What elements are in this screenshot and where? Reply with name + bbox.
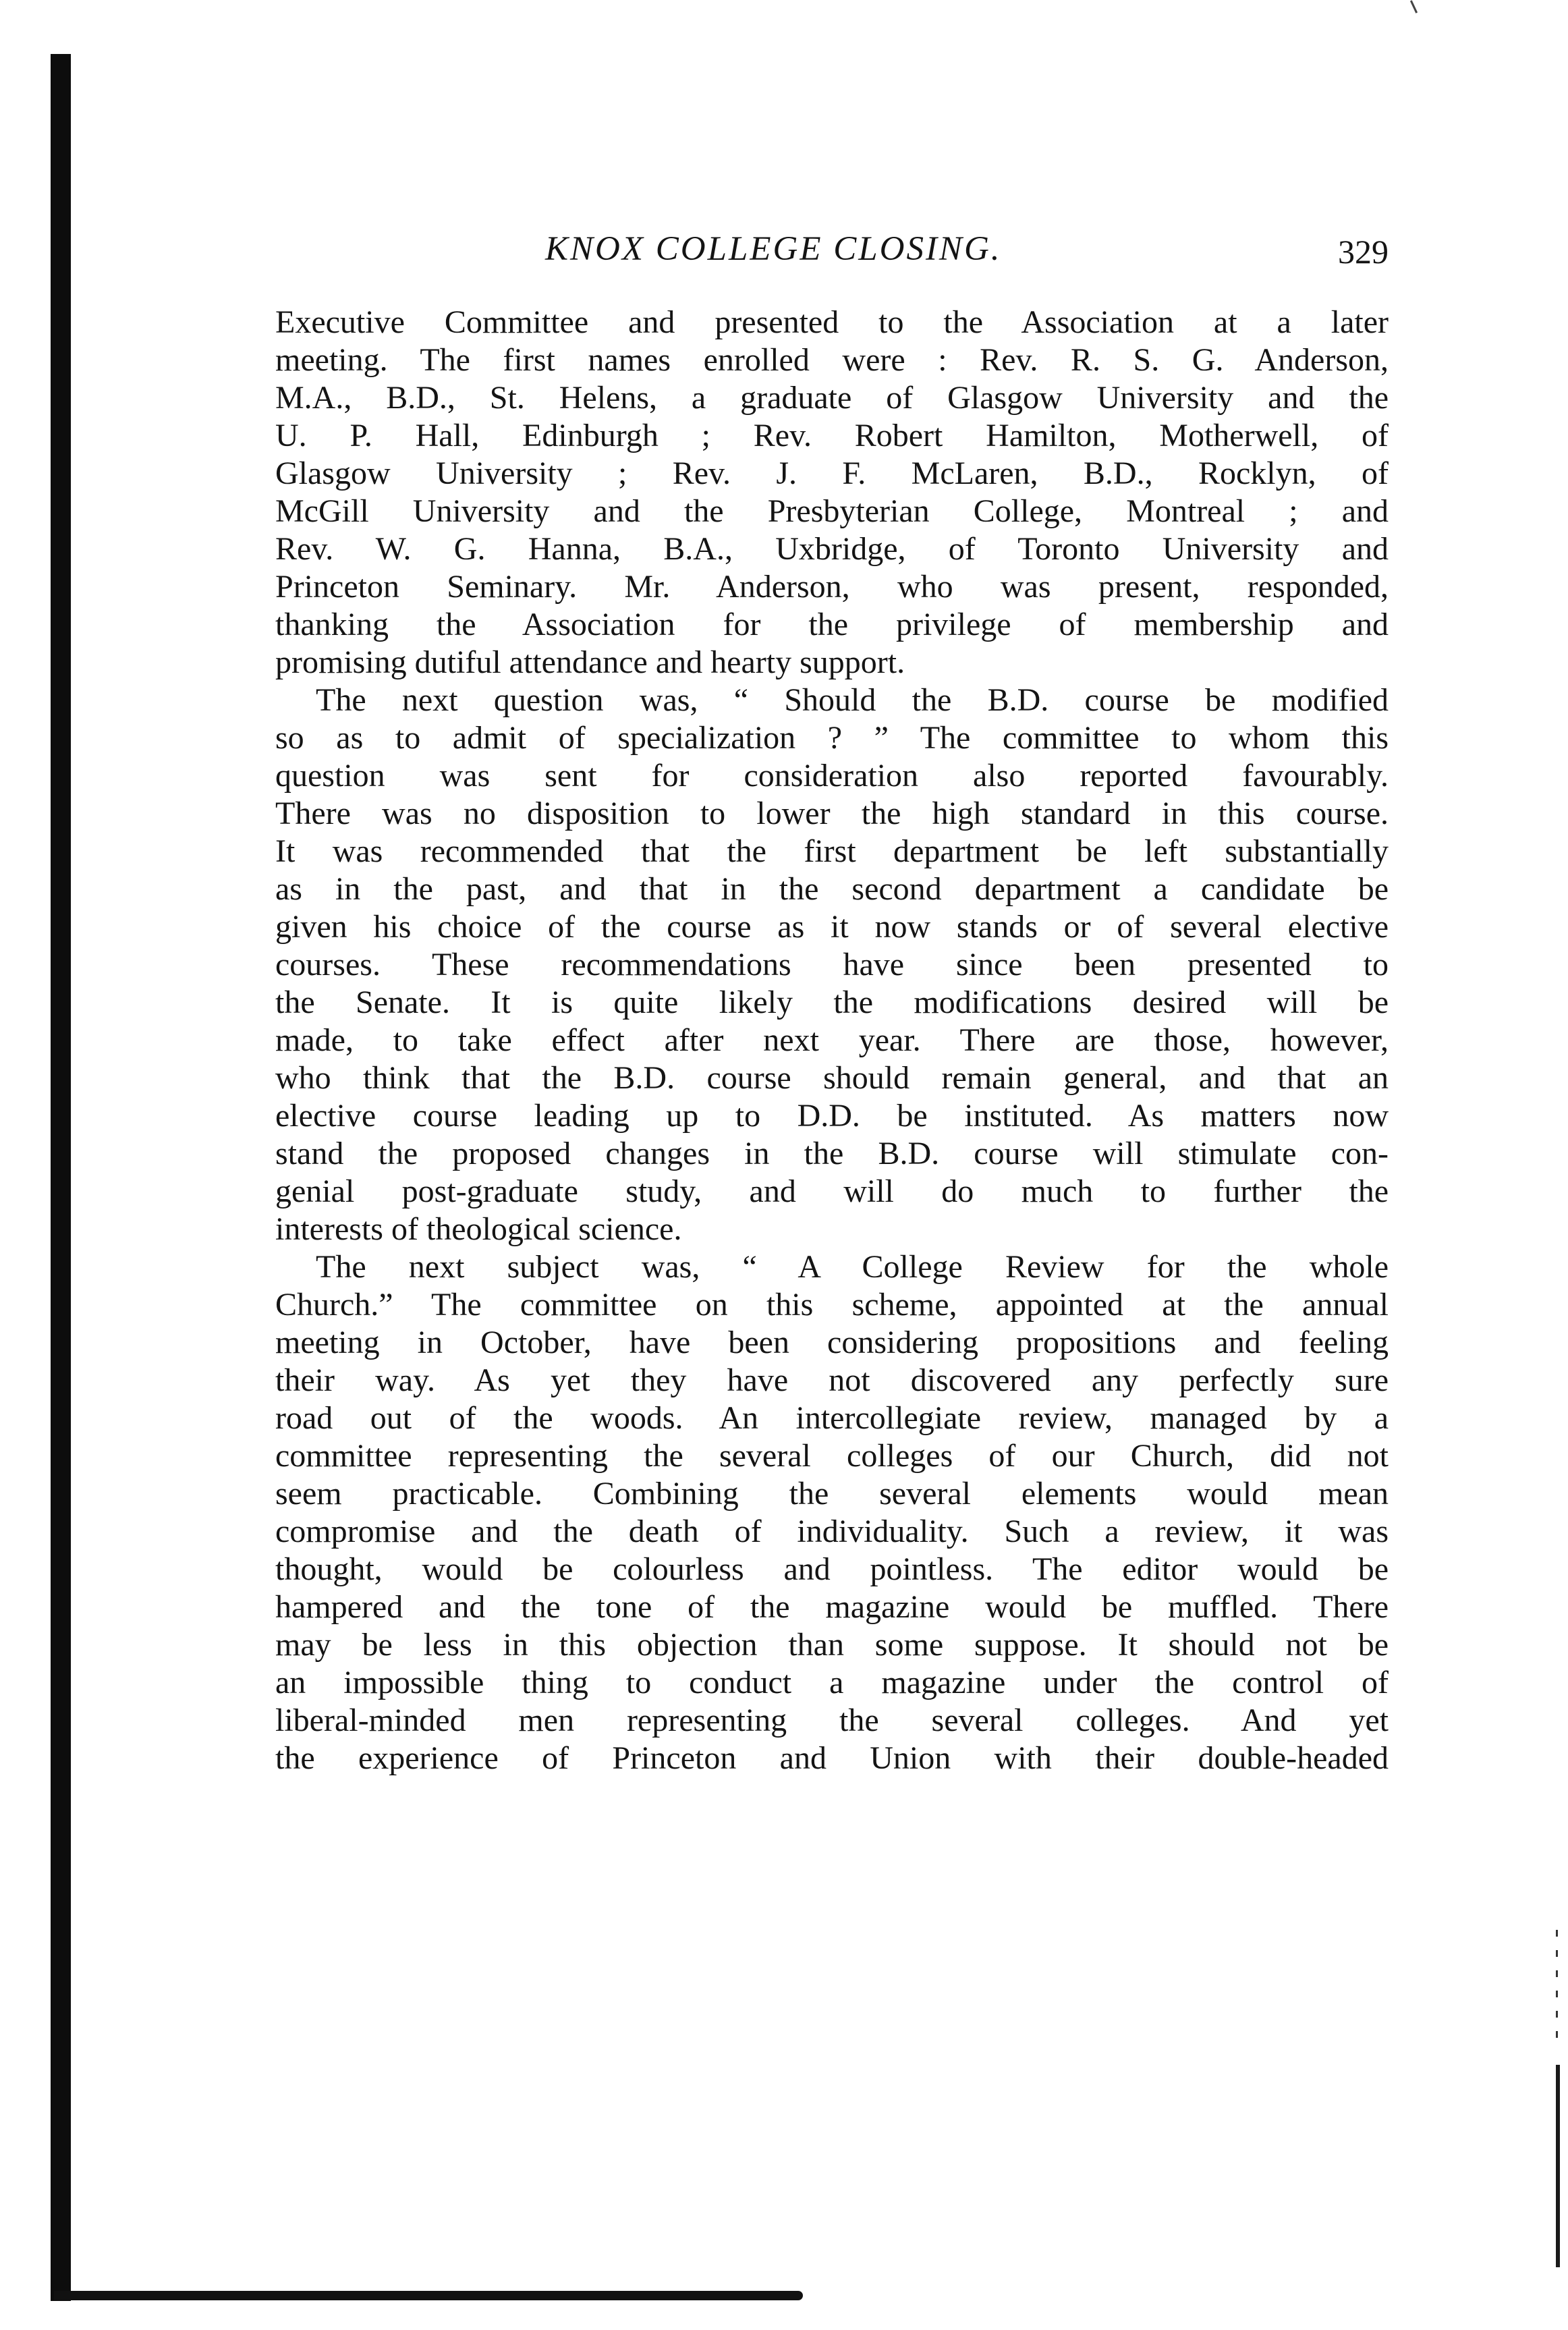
text-line: It was recommended that the first department be left substantially xyxy=(275,833,1389,869)
text-line: Church.” The committee on this scheme, appointed at the annual xyxy=(275,1287,1389,1323)
text-line: stand the proposed changes in the B.D. course will stimulate con- xyxy=(275,1136,1389,1171)
scan-edge-right xyxy=(1556,2065,1560,2267)
text-line: thanking the Association for the privilege of membership and xyxy=(275,607,1389,642)
scan-edge-bottom xyxy=(54,2291,803,2300)
text-line: their way. As yet they have not discovered any perfectly sure xyxy=(275,1362,1389,1398)
page-header xyxy=(275,229,1389,283)
text-line: Rev. W. G. Hanna, B.A., Uxbridge, of Toronto University and xyxy=(275,531,1389,567)
text-line: U. P. Hall, Edinburgh ; Rev. Robert Hamilton, Motherwell, of xyxy=(275,418,1389,453)
text-line: hampered and the tone of the magazine would be muffled. There xyxy=(275,1589,1389,1625)
text-line: liberal-minded men representing the several colleges. And yet xyxy=(275,1702,1389,1738)
body-text xyxy=(275,304,1389,1777)
text-line: made, to take effect after next year. There are those, however, xyxy=(275,1022,1389,1058)
text-line: courses. These recommendations have since been presented to xyxy=(275,947,1389,982)
text-line: McGill University and the Presbyterian College, Montreal ; and xyxy=(275,493,1389,529)
text-line: Executive Committee and presented to the Association at a later xyxy=(275,304,1389,340)
text-line: Glasgow University ; Rev. J. F. McLaren, B.D., Rocklyn, of xyxy=(275,455,1389,491)
text-line: given his choice of the course as it now stands or of several elective xyxy=(275,909,1389,945)
text-line: question was sent for consideration also reported favourably. xyxy=(275,758,1389,794)
text-line: the experience of Princeton and Union with their double-headed xyxy=(275,1740,1389,1776)
text-line: as in the past, and that in the second department a candidate be xyxy=(275,871,1389,907)
text-line: genial post-graduate study, and will do much to further the xyxy=(275,1173,1389,1209)
text-line: promising dutiful attendance and hearty support. xyxy=(275,644,905,680)
text-line: The next question was, “ Should the B.D. course be modified xyxy=(316,682,1389,718)
text-line: the Senate. It is quite likely the modifications desired will be xyxy=(275,984,1389,1020)
text-line: elective course leading up to D.D. be instituted. As matters now xyxy=(275,1098,1389,1134)
scan-edge-left xyxy=(51,54,71,2301)
text-line: interests of theological science. xyxy=(275,1211,682,1247)
text-line: who think that the B.D. course should remain general, and that an xyxy=(275,1060,1389,1096)
text-line: seem practicable. Combining the several elements would mean xyxy=(275,1476,1389,1511)
text-line: compromise and the death of individuality. Such a review, it was xyxy=(275,1514,1389,1549)
text-line: M.A., B.D., St. Helens, a graduate of Glasgow University and the xyxy=(275,380,1389,416)
text-line: meeting. The first names enrolled were : Rev. R. S. G. Anderson, xyxy=(275,342,1389,378)
text-line: meeting in October, have been considering propositions and feeling xyxy=(275,1325,1389,1360)
scan-tick-top xyxy=(1410,0,1418,13)
text-line: thought, would be colourless and pointless. The editor would be xyxy=(275,1551,1389,1587)
text-line: may be less in this objection than some suppose. It should not be xyxy=(275,1627,1389,1663)
scan-dash-right xyxy=(1556,1930,1558,2045)
text-line: There was no disposition to lower the high standard in this course. xyxy=(275,796,1389,831)
text-line: so as to admit of specialization ? ” The committee to whom this xyxy=(275,720,1389,756)
text-line: road out of the woods. An intercollegiate review, managed by a xyxy=(275,1400,1389,1436)
running-title: KNOX COLLEGE CLOSING. xyxy=(545,230,1002,268)
text-line: Princeton Seminary. Mr. Anderson, who was present, responded, xyxy=(275,569,1389,605)
text-line: The next subject was, “ A College Review for the whole xyxy=(316,1249,1389,1285)
text-line: committee representing the several colleges of our Church, did not xyxy=(275,1438,1389,1474)
text-line: an impossible thing to conduct a magazine under the control of xyxy=(275,1665,1389,1700)
page-number: 329 xyxy=(1338,233,1389,271)
